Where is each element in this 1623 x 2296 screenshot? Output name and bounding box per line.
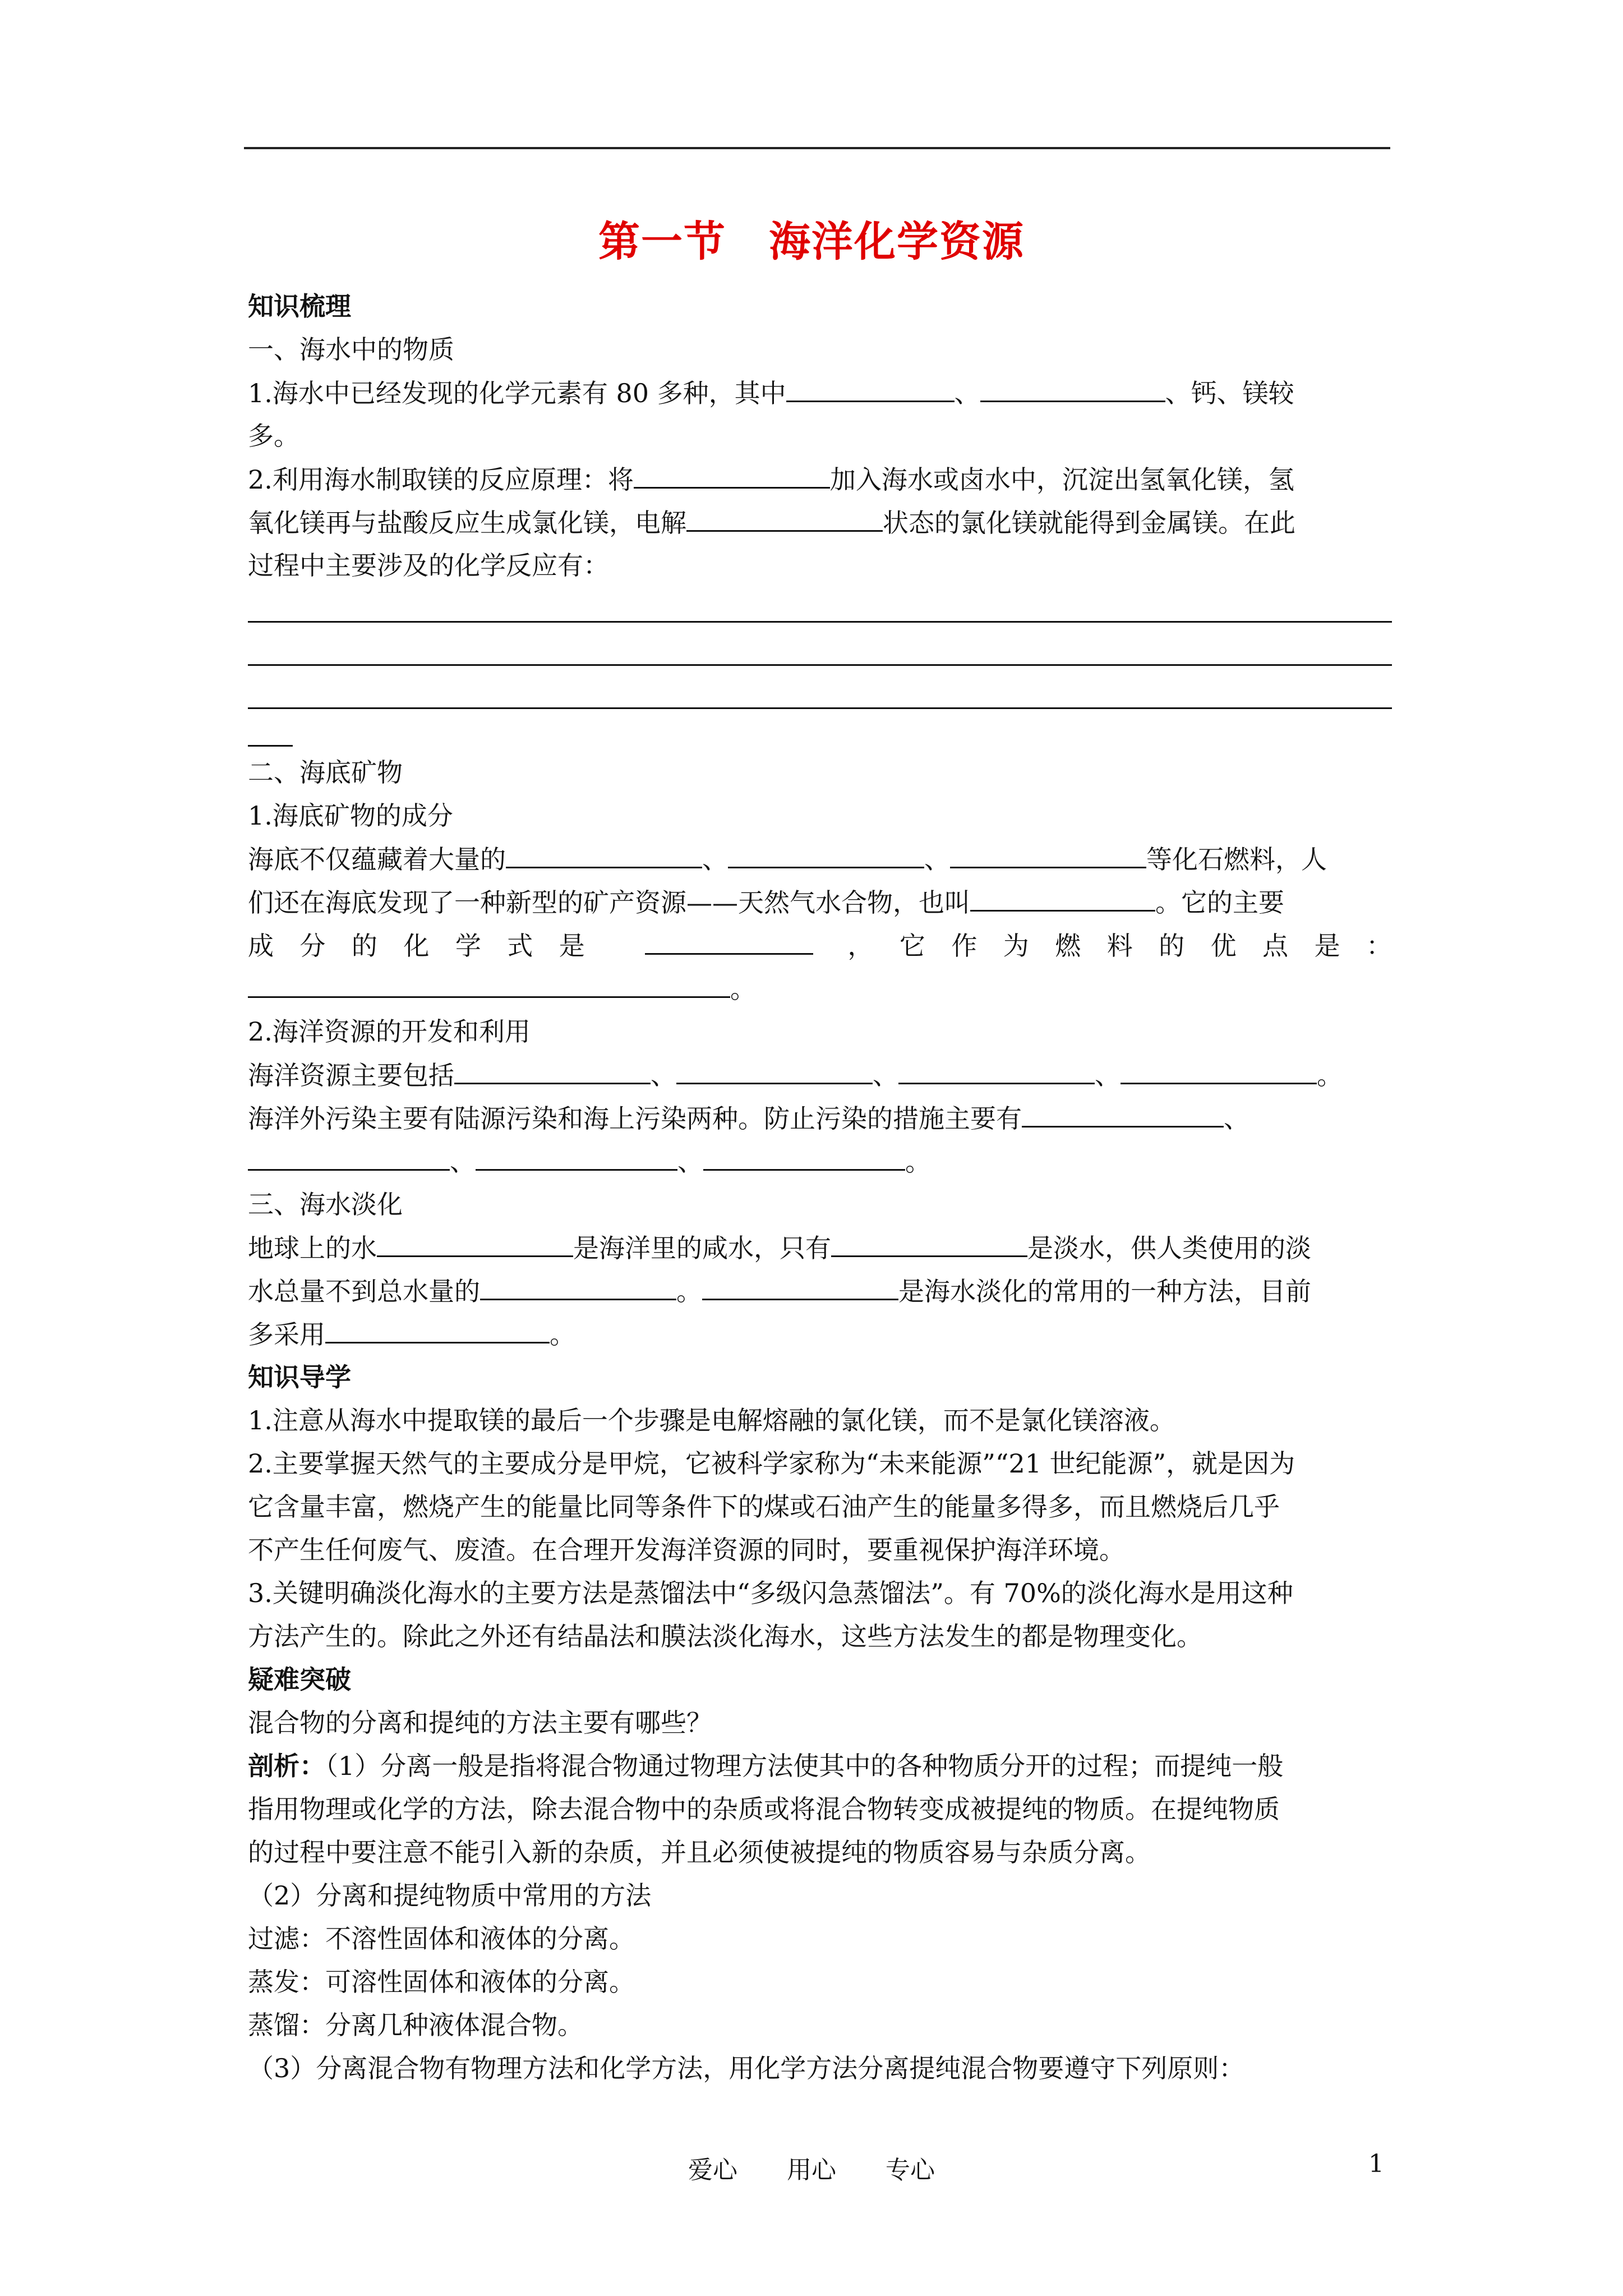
p1-2-line1: 2.利用海水制取镁的反应原理：将 加入海水或卤水中，沉淀出氢氧化镁，氢 (248, 458, 1392, 501)
fill-blank[interactable] (476, 1140, 677, 1171)
analysis-line: 剖析：（1）分离一般是指将混合物通过物理方法使其中的各种物质分开的过程；而提纯一般 (248, 1751, 1284, 1781)
part1-title: 一、海水中的物质 (248, 334, 454, 365)
header-rule (244, 147, 1390, 149)
guide-line: 1.注意从海水中提取镁的最后一个步骤是电解熔融的氯化镁，而不是氯化镁溶液。 (248, 1405, 1175, 1435)
p1-line2: 多。 (248, 421, 299, 451)
p2-1-line2: 们还在海底发现了一种新型的矿产资源——天然气水合物，也叫 。它的主要 (248, 881, 1392, 924)
method-line: 蒸发：可溶性固体和液体的分离。 (248, 1967, 635, 1997)
fill-blank[interactable] (786, 371, 955, 402)
p2-2-line1: 海洋资源主要包括 、 、 、 。 (248, 1053, 1392, 1097)
guide-line: 它含量丰富，燃烧产生的能量比同等条件下的煤或石油产生的能量多得多，而且燃烧后几乎 (248, 1492, 1280, 1522)
guide-line: 方法产生的。除此之外还有结晶法和膜法淡化海水，这些方法发生的都是物理变化。 (248, 1621, 1202, 1651)
p3-line3: 多采用 。 (248, 1313, 1392, 1356)
guide-line: 不产生任何废气、废渣。在合理开发海洋资源的同时，要重视保护海洋环境。 (248, 1535, 1125, 1565)
fill-blank[interactable] (676, 1053, 873, 1084)
part2-title: 二、海底矿物 (248, 757, 403, 788)
part3-title: 三、海水淡化 (248, 1189, 403, 1220)
guide-line: 2.主要掌握天然气的主要成分是甲烷，它被科学家称为“未来能源”“21 世纪能源”，就是因为 (248, 1448, 1295, 1479)
p2-2-line3: 、 、 。 (248, 1140, 1392, 1183)
page-title: 第一节 海洋化学资源 (598, 218, 1025, 266)
fill-blank[interactable] (506, 838, 702, 868)
p1-line1: 1.海水中已经发现的化学元素有 80 多种，其中 、 、钙、镁较 (248, 371, 1392, 415)
answer-line-tail[interactable] (248, 717, 293, 747)
fill-blank[interactable] (898, 1053, 1095, 1084)
fill-blank[interactable] (686, 501, 883, 532)
answer-line[interactable] (248, 587, 1392, 631)
fill-blank[interactable] (702, 1269, 898, 1300)
analysis-line: （3）分离混合物有物理方法和化学方法，用化学方法分离提纯混合物要遵守下列原则： (248, 2053, 1245, 2083)
page-number: 1 (1368, 2150, 1384, 2178)
answer-line[interactable] (248, 674, 1392, 717)
section-heading-knowledge: 知识梳理 (248, 291, 351, 321)
p3-line1: 地球上的水 是海洋里的咸水，只有 是淡水，供人类使用的淡 (248, 1226, 1392, 1269)
p2-1-line4: 。 (248, 967, 1392, 1010)
analysis-line: 的过程中要注意不能引入新的杂质，并且必须使被提纯的物质容易与杂质分离。 (248, 1837, 1151, 1867)
fill-blank[interactable] (970, 881, 1155, 912)
method-line: 过滤：不溶性固体和液体的分离。 (248, 1924, 635, 1954)
analysis-line: 指用物理或化学的方法，除去混合物中的杂质或将混合物转变成被提纯的物质。在提纯物质 (248, 1794, 1280, 1824)
fill-blank[interactable] (980, 371, 1165, 402)
guide-line: 3.关键明确淡化海水的主要方法是蒸馏法中“多级闪急蒸馏法”。有 70%的淡化海水是用这种 (248, 1578, 1293, 1608)
p3-line2: 水总量不到总水量的 。 是海水淡化的常用的一种方法，目前 (248, 1269, 1392, 1313)
fill-blank[interactable] (325, 1313, 550, 1343)
fill-blank[interactable] (480, 1269, 676, 1300)
fill-blank[interactable] (645, 924, 813, 955)
p1-2-line3: 过程中主要涉及的化学反应有： (248, 550, 609, 581)
section-heading-difficulty: 疑难突破 (248, 1664, 351, 1695)
document-body (248, 285, 1392, 2090)
section-heading-guide: 知识导学 (248, 1362, 351, 1392)
fill-blank[interactable] (950, 838, 1146, 868)
fill-blank[interactable] (248, 967, 730, 998)
fill-blank[interactable] (1022, 1097, 1224, 1128)
fill-blank[interactable] (377, 1226, 573, 1257)
method-line: 蒸馏：分离几种液体混合物。 (248, 2010, 583, 2040)
fill-blank[interactable] (1121, 1053, 1317, 1084)
p2-1-line3: 成分的化学式是 ，它作为燃料的优点是： (248, 924, 1392, 967)
analysis-line: （2）分离和提纯物质中常用的方法 (248, 1880, 652, 1911)
question: 混合物的分离和提纯的方法主要有哪些？ (248, 1708, 712, 1738)
fill-blank[interactable] (831, 1226, 1027, 1257)
p2-2-heading: 2.海洋资源的开发和利用 (248, 1016, 531, 1047)
fill-blank[interactable] (248, 1140, 450, 1171)
fill-blank[interactable] (454, 1053, 651, 1084)
p2-1-heading: 1.海底矿物的成分 (248, 800, 453, 831)
footer-motto: 爱心 用心 专心 (688, 2156, 935, 2184)
answer-line[interactable] (248, 631, 1392, 674)
fill-blank[interactable] (634, 458, 830, 489)
fill-blank[interactable] (703, 1140, 905, 1171)
p1-2-line2: 氧化镁再与盐酸反应生成氯化镁，电解 状态的氯化镁就能得到金属镁。在此 (248, 501, 1392, 544)
p2-1-line1: 海底不仅蕴藏着大量的 、 、 等化石燃料，人 (248, 838, 1392, 881)
analysis-label: 剖析： (248, 1751, 325, 1781)
p2-2-line2: 海洋外污染主要有陆源污染和海上污染两种。防止污染的措施主要有 、 (248, 1097, 1392, 1140)
fill-blank[interactable] (728, 838, 924, 868)
